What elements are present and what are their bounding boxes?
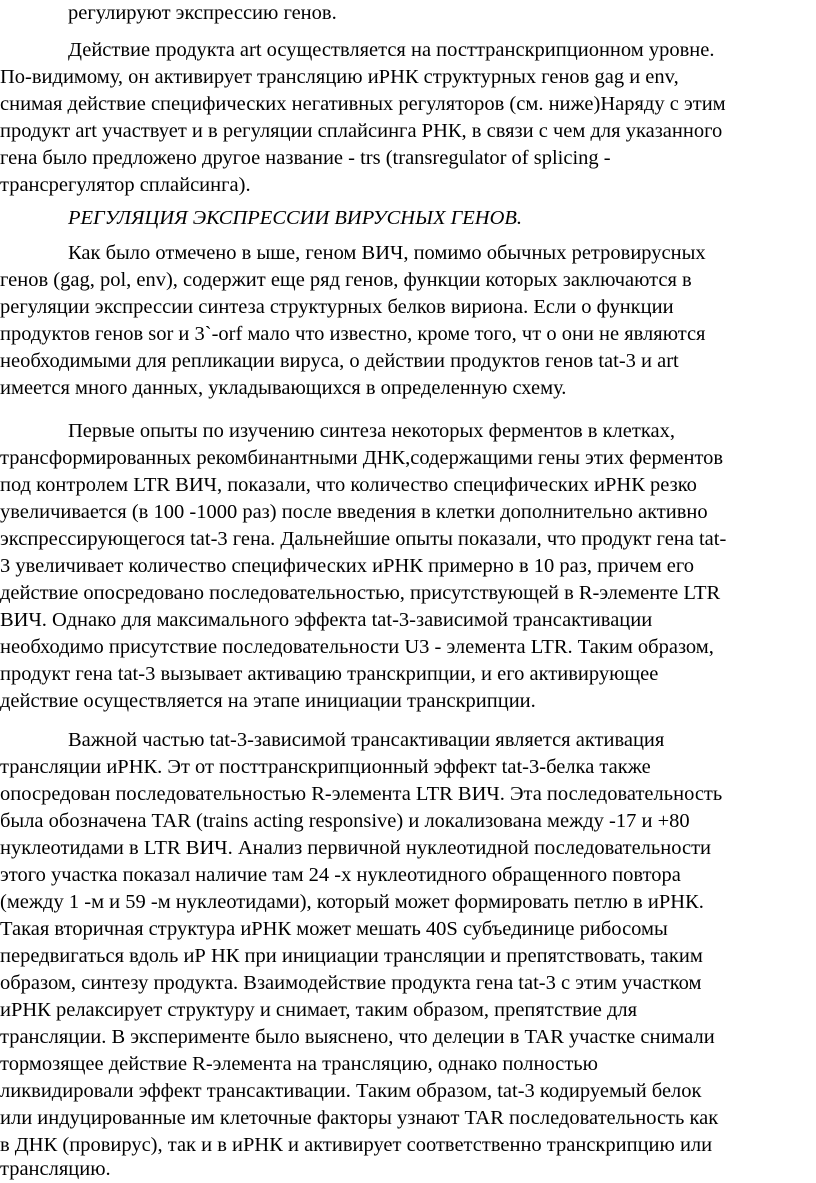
text-line: Важной частью tat-3-зависимой трансактивации является активация (68, 729, 665, 751)
text-line: под контролем LTR ВИЧ, показали, что количество специфических иРНК резко (0, 474, 697, 496)
text-line: необходимыми для репликации вируса, о действии продуктов генов tat-3 и art (0, 350, 679, 372)
text-line: (между 1 -м и 59 -м нуклеотидами), который может формировать петлю в иРНК. (0, 891, 704, 913)
text-line: действие опосредовано последовательностью, присутствующей в R-элементе LTR (0, 582, 721, 604)
text-line: генов (gag, pol, env), содержит еще ряд генов, функции которых заключаются в (0, 269, 692, 291)
text-line: гена было предложено другое название - trs (transregulator of splicing - (0, 147, 611, 169)
text-line: экспрессирующегося tat-3 гена. Дальнейшие опыты показали, что продукт гена tat- (0, 528, 727, 550)
text-line: снимая действие специфических негативных регуляторов (см. ниже)Наряду с этим (0, 93, 726, 115)
text-line: передвигаться вдоль иР НК при инициации трансляции и препятствовать, таким (0, 945, 703, 967)
text-line: трансляцию. (0, 1158, 111, 1180)
text-line: трансляции иРНК. Эт от посттранскрипционный эффект tat-3-белка также (0, 756, 651, 778)
text-line: иРНК релаксирует структуру и снимает, таким образом, препятствие для (0, 999, 638, 1021)
text-line: действие осуществляется на этапе инициации транскрипции. (0, 690, 536, 712)
text-line: трансрегулятор сплайсинга). (0, 174, 251, 196)
text-line: трансляции. В эксперименте было выяснено, что делеции в TAR участке снимали (0, 1026, 715, 1048)
text-line: Первые опыты по изучению синтеза некоторых ферментов в клетках, (68, 420, 675, 442)
text-line: регулируют экспрессию генов. (68, 2, 337, 24)
text-line: Как было отмечено в ыше, геном ВИЧ, помимо обычных ретровирусных (68, 242, 706, 264)
text-line: опосредован последовательностью R-элемента LTR ВИЧ. Эта последовательность (0, 783, 723, 805)
text-line: тормозящее действие R-элемента на трансляцию, однако полностью (0, 1053, 598, 1075)
text-line: необходимо присутствие последовательности U3 - элемента LTR. Таким образом, (0, 636, 714, 658)
text-line: трансформированных рекомбинантными ДНК,содержащими гены этих ферментов (0, 447, 724, 469)
text-line: образом, синтезу продукта. Взаимодействие продукта гена tat-3 с этим участком (0, 972, 702, 994)
text-line: этого участка показал наличие там 24 -х нуклеотидного обращенного повтора (0, 864, 681, 886)
text-line: нуклеотидами в LTR ВИЧ. Анализ первичной нуклеотидной последовательности (0, 837, 712, 859)
text-line: имеется много данных, укладывающихся в определенную схему. (0, 377, 567, 399)
text-line: Такая вторичная структура иРНК может мешать 40S субъединице рибосомы (0, 918, 668, 940)
text-line: продукт art участвует и в регуляции сплайсинга РНК, в связи с чем для указанного (0, 120, 723, 142)
text-line: ликвидировали эффект трансактивации. Таким образом, tat-3 кодируемый белок (0, 1080, 702, 1102)
text-line: в ДНК (провирус), так и в иРНК и активирует соответственно транскрипцию или (0, 1134, 713, 1156)
text-line: увеличивается (в 100 -1000 раз) после введения в клетки дополнительно активно (0, 501, 708, 523)
text-line: По-видимому, он активирует трансляцию иРНК структурных генов gag и env, (0, 66, 679, 88)
text-line: регуляции экспрессии синтеза структурных белков вириона. Если о функции (0, 296, 674, 318)
section-heading: РЕГУЛЯЦИЯ ЭКСПРЕССИИ ВИРУСНЫХ ГЕНОВ. (68, 207, 523, 229)
text-line: Действие продукта art осуществляется на посттранскрипционном уровне. (68, 39, 715, 61)
text-line: или индуцированные им клеточные факторы узнают TAR последовательность как (0, 1107, 719, 1129)
text-line: продукт гена tat-3 вызывает активацию транскрипции, и его активирующее (0, 663, 659, 685)
text-line: продуктов генов sor и 3`-orf мало что известно, кроме того, чт о они не являются (0, 323, 706, 345)
text-line: ВИЧ. Однако для максимального эффекта tat-3-зависимой трансактивации (0, 609, 653, 631)
text-line: была обозначена TAR (trains acting responsive) и локализована между -17 и +80 (0, 810, 690, 832)
text-line: 3 увеличивает количество специфических иРНК примерно в 10 раз, причем его (0, 555, 695, 577)
